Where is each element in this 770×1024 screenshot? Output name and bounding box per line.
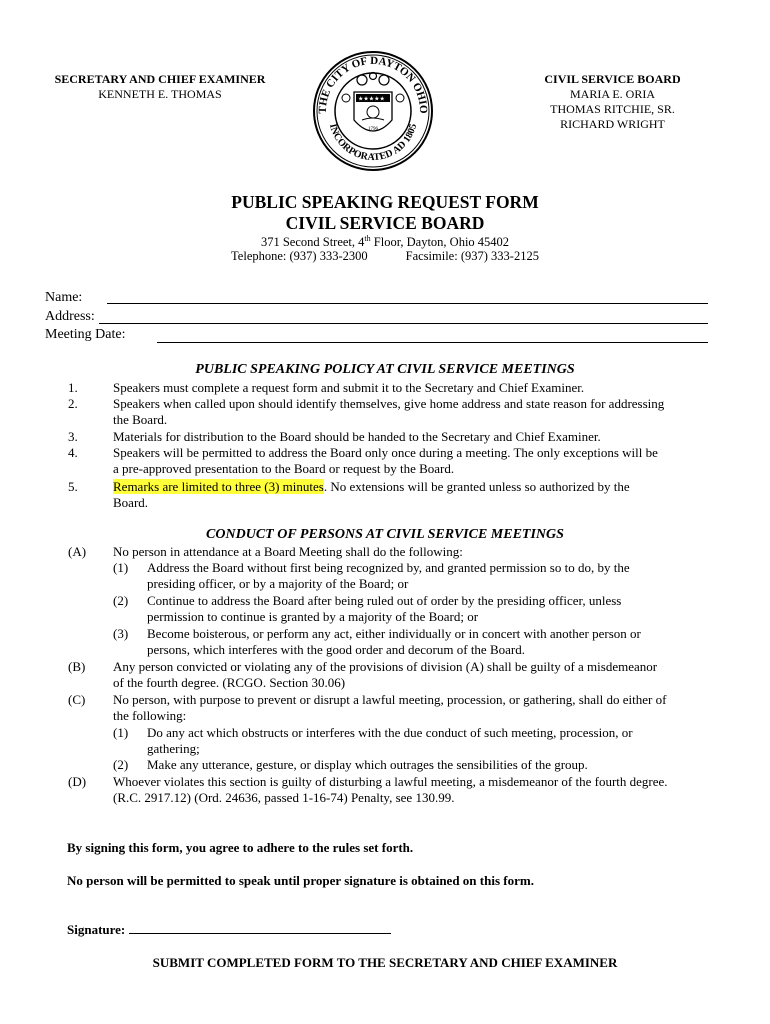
policy-number: 3. [68, 429, 78, 444]
policy-number: 4. [68, 445, 78, 460]
policy-item: Speakers must complete a request form and submit it to the Secretary and Chief Examiner. [113, 380, 585, 395]
conduct-label: (B) [68, 659, 86, 674]
address-label: Address: [45, 309, 95, 324]
secretary-name: KENNETH E. THOMAS [98, 87, 222, 101]
signature-required-statement: No person will be permitted to speak until proper signature is obtained on this form. [67, 873, 534, 888]
policy-item: Speakers will be permitted to address the Board only once during a meeting. The only exceptions will be a pre-approved presentation to the Board or request by the Board. [113, 445, 658, 477]
sub-number: (2) [113, 757, 129, 772]
svg-text:★★★★★: ★★★★★ [358, 95, 385, 103]
sub-item: Do any act which obstructs or interferes with the due conduct of such meeting, procession, or gathering; [147, 725, 633, 757]
name-label: Name: [45, 290, 83, 305]
policy-item: Materials for distribution to the Board should be handed to the Secretary and Chief Examiner. [113, 429, 601, 444]
secretary-block [40, 72, 280, 102]
sub-item: Address the Board without first being recognized by, and granted permission so to do, by the presiding officer, or by a majority of the Board; or [147, 560, 630, 592]
conduct-label: (A) [68, 544, 87, 559]
svg-text:1796: 1796 [368, 127, 378, 132]
sub-item: Become boisterous, or perform any act, either individually or in concert with another person or persons, which interferes with the good order and decorum of the Board. [147, 626, 641, 658]
signature-row [67, 921, 391, 938]
form-title: PUBLIC SPEAKING REQUEST FORM [231, 192, 539, 212]
conduct-item: Whoever violates this section is guilty of disturbing a lawful meeting, a misdemeanor of the fourth degree. (R.C. 2917.12) (Ord. 24636, passed 1-16-74) Penalty, see 130.99. [113, 774, 668, 806]
sub-number: (3) [113, 626, 129, 641]
city-seal-icon [312, 50, 434, 172]
policy-number: 5. [68, 479, 78, 494]
agreement-statement: By signing this form, you agree to adhere to the rules set forth. [67, 840, 414, 855]
board-member: MARIA E. ORIA [569, 87, 655, 101]
signature-field[interactable] [129, 921, 391, 934]
meeting-date-field[interactable] [157, 342, 708, 343]
board-member: RICHARD WRIGHT [560, 117, 665, 131]
policy-heading: PUBLIC SPEAKING POLICY AT CIVIL SERVICE MEETINGS [195, 362, 575, 377]
conduct-item: Any person convicted or violating any of the provisions of division (A) shall be guilty of a misdemeanor of the fourth degree. (RCGO. Section 30.06) [113, 659, 658, 691]
sub-number: (1) [113, 725, 129, 740]
meeting-date-label: Meeting Date: [45, 327, 126, 342]
conduct-label: (D) [68, 774, 87, 789]
sub-number: (2) [113, 593, 129, 608]
remarks-limit-highlight: Remarks are limited to three (3) minutes [113, 479, 324, 494]
office-address: 371 Second Street, 4th Floor, Dayton, Ohio 45402 [260, 234, 510, 250]
submit-instruction: SUBMIT COMPLETED FORM TO THE SECRETARY AND CHIEF EXAMINER [152, 955, 618, 970]
address-field[interactable] [99, 323, 708, 324]
signature-label: Signature: [67, 922, 126, 937]
conduct-item: No person, with purpose to prevent or disrupt a lawful meeting, procession, or gathering, shall do either of the following: [113, 692, 667, 724]
secretary-title: SECRETARY AND CHIEF EXAMINER [54, 72, 266, 86]
svg-text:THE CITY OF DAYTON OHIO: THE CITY OF DAYTON OHIO [316, 54, 430, 114]
name-field[interactable] [107, 303, 708, 304]
contact-numbers [0, 249, 770, 264]
svg-text:INCORPORATED AD 1805: INCORPORATED AD 1805 [326, 122, 420, 164]
sub-number: (1) [113, 560, 129, 575]
conduct-label: (C) [68, 692, 86, 707]
board-block [505, 72, 720, 132]
policy-item: Remarks are limited to three (3) minutes. No extensions will be granted unless so authorized by the Board. [113, 479, 630, 511]
policy-number: 1. [68, 380, 78, 395]
form-subtitle: CIVIL SERVICE BOARD [285, 213, 485, 233]
facsimile: Facsimile: (937) 333-2125 [405, 249, 539, 263]
conduct-heading: CONDUCT OF PERSONS AT CIVIL SERVICE MEETINGS [206, 527, 564, 542]
policy-number: 2. [68, 396, 78, 411]
conduct-item: No person in attendance at a Board Meeting shall do the following: [113, 544, 463, 559]
board-member: THOMAS RITCHIE, SR. [550, 102, 675, 116]
sub-item: Make any utterance, gesture, or display which outrages the sensibilities of the group. [147, 757, 588, 772]
sub-item: Continue to address the Board after being ruled out of order by the presiding officer, unless permission to continue is granted by a majority of the Board; or [147, 593, 622, 625]
board-title: CIVIL SERVICE BOARD [544, 72, 681, 86]
policy-item: Speakers when called upon should identify themselves, give home address and state reason for addressing the Board. [113, 396, 665, 428]
telephone: Telephone: (937) 333-2300 [231, 249, 368, 263]
